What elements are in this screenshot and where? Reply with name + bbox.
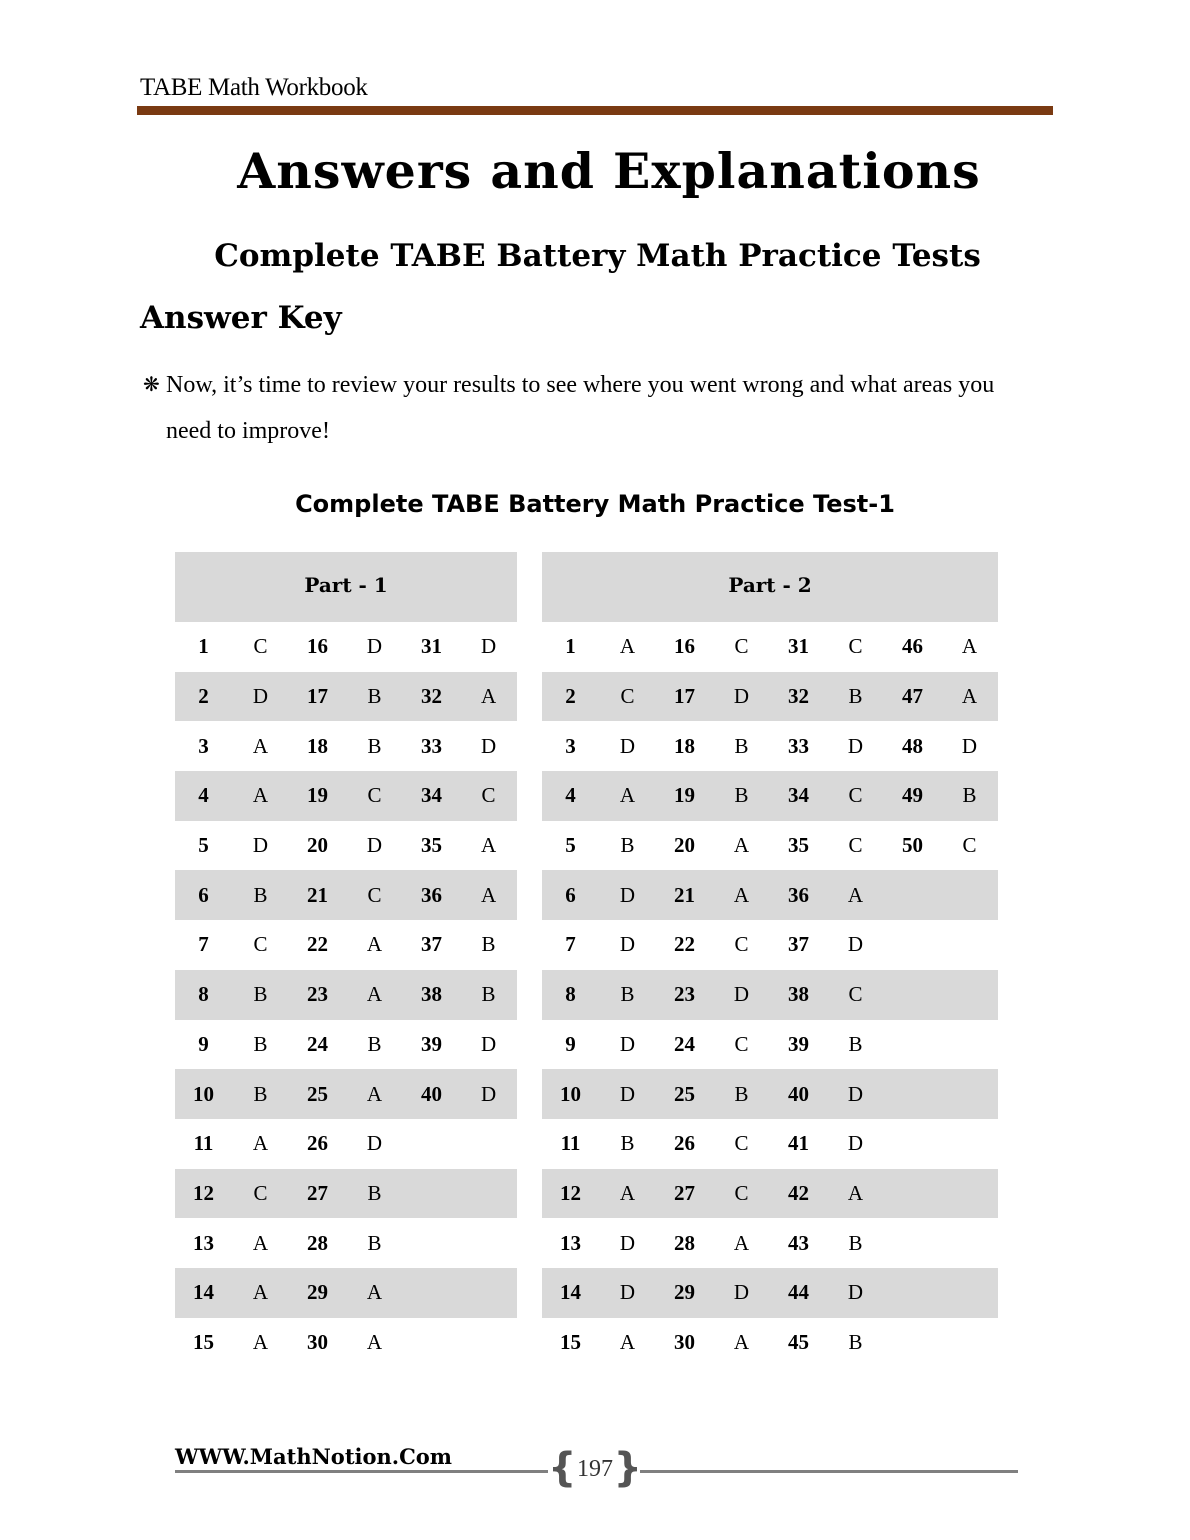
question-number: 37 [788, 932, 809, 957]
question-number: 33 [421, 733, 442, 758]
answer-letter: D [827, 1069, 884, 1119]
question-number: 1 [198, 634, 209, 659]
answer-letter: D [366, 1131, 383, 1156]
question-number [884, 920, 941, 970]
answer-letter: C [827, 970, 884, 1020]
answer-letter: D [252, 833, 269, 858]
answer-letter: C [346, 870, 403, 920]
question-number [884, 1318, 941, 1368]
table-row [175, 1069, 517, 1119]
answer-letter: D [460, 1069, 517, 1119]
question-number: 15 [193, 1329, 214, 1354]
answer-letter: D [599, 1069, 656, 1119]
answer-letter: D [847, 1131, 864, 1156]
question-number: 14 [542, 1268, 599, 1318]
question-number: 23 [289, 970, 346, 1020]
table-row [542, 622, 998, 672]
answer-letter: A [599, 1169, 656, 1219]
question-number: 17 [656, 672, 713, 722]
answer-letter: A [252, 733, 269, 758]
answer-letter: D [599, 1268, 656, 1318]
question-number: 8 [175, 970, 232, 1020]
answer-letter: A [232, 1268, 289, 1318]
question-number: 3 [198, 733, 209, 758]
answer-letter: A [619, 1329, 636, 1354]
table-row [542, 1020, 998, 1070]
question-number: 15 [560, 1329, 581, 1354]
answer-letter: A [713, 870, 770, 920]
question-number: 8 [542, 970, 599, 1020]
question-number: 23 [656, 970, 713, 1020]
answer-letter: A [252, 1329, 269, 1354]
question-number [403, 1169, 460, 1219]
question-number: 5 [565, 833, 576, 858]
question-number: 7 [565, 932, 576, 957]
question-number: 17 [289, 672, 346, 722]
answer-letter: C [734, 932, 749, 957]
answer-letter: D [619, 1031, 636, 1056]
answer-letter: A [366, 1329, 383, 1354]
table-row [542, 672, 998, 722]
question-number: 19 [656, 771, 713, 821]
question-number: 13 [193, 1230, 214, 1255]
answer-letter: B [713, 1069, 770, 1119]
table-row [542, 870, 998, 920]
question-number: 48 [902, 733, 923, 758]
question-number: 27 [656, 1169, 713, 1219]
question-number: 39 [788, 1031, 809, 1056]
answer-letter: B [367, 1031, 382, 1056]
question-number: 16 [674, 634, 695, 659]
answer-letter: B [941, 771, 998, 821]
intro-text: Now, it’s time to review your results to see where you went wrong and what areas you need to improve! [166, 372, 995, 444]
answer-letter [941, 1169, 998, 1219]
question-number [884, 1268, 941, 1318]
question-number: 31 [788, 634, 809, 659]
question-number: 25 [289, 1069, 346, 1119]
section-heading: Answer Key [140, 300, 342, 336]
table-row [175, 1318, 517, 1368]
table-row [175, 771, 517, 821]
answer-letter: C [346, 771, 403, 821]
question-number: 18 [674, 733, 695, 758]
question-number: 12 [542, 1169, 599, 1219]
answer-letter: A [232, 771, 289, 821]
answer-letter [460, 1218, 517, 1268]
answer-letter: C [962, 833, 977, 858]
table-row [542, 1268, 998, 1318]
footer-website: WWW.MathNotion.Com [175, 1444, 453, 1469]
answer-letter: C [827, 771, 884, 821]
question-number: 45 [788, 1329, 809, 1354]
question-number: 46 [902, 634, 923, 659]
question-number: 16 [307, 634, 328, 659]
answer-letter: A [733, 1329, 750, 1354]
answer-letter: A [460, 870, 517, 920]
answer-letter: A [346, 970, 403, 1020]
answer-letter: B [848, 1329, 863, 1354]
question-number: 40 [403, 1069, 460, 1119]
footer-rule-right [640, 1470, 1018, 1473]
answer-letter: A [961, 634, 978, 659]
answer-letter: B [713, 771, 770, 821]
table-row [175, 622, 517, 672]
question-number [884, 1169, 941, 1219]
answer-letter: A [252, 1131, 269, 1156]
answer-letter [941, 870, 998, 920]
answer-letter: B [346, 1169, 403, 1219]
question-number: 43 [788, 1230, 809, 1255]
question-number: 7 [198, 932, 209, 957]
footer-rule-left [175, 1470, 548, 1473]
answer-letter: C [460, 771, 517, 821]
question-number: 3 [565, 733, 576, 758]
question-number: 34 [403, 771, 460, 821]
answer-letter: A [252, 1230, 269, 1255]
table-row [542, 920, 998, 970]
question-number: 24 [674, 1031, 695, 1056]
question-number: 32 [403, 672, 460, 722]
question-number [884, 1020, 941, 1070]
right-brace-icon: } [613, 1445, 642, 1491]
table-row [175, 920, 517, 970]
question-number [884, 870, 941, 920]
question-number: 4 [175, 771, 232, 821]
table-row [542, 1169, 998, 1219]
answer-letter: C [253, 932, 268, 957]
question-number: 2 [175, 672, 232, 722]
question-number: 28 [307, 1230, 328, 1255]
answer-letter: D [480, 634, 497, 659]
question-number [884, 1069, 941, 1119]
question-number: 29 [656, 1268, 713, 1318]
table-row [175, 870, 517, 920]
answer-letter [941, 1119, 998, 1169]
question-number: 2 [542, 672, 599, 722]
answer-letter: B [367, 1230, 382, 1255]
question-number: 32 [770, 672, 827, 722]
answer-letter: A [733, 1230, 750, 1255]
table-row [542, 1119, 998, 1169]
table-heading-part-2: Part - 2 [542, 552, 998, 622]
answer-letter: A [366, 932, 383, 957]
question-number: 44 [770, 1268, 827, 1318]
answer-letter: A [619, 634, 636, 659]
answer-letter: C [848, 833, 863, 858]
question-number: 39 [421, 1031, 442, 1056]
table-row [542, 821, 998, 871]
table-row [175, 1020, 517, 1070]
answer-letter: A [480, 833, 497, 858]
answer-letter: C [599, 672, 656, 722]
answer-letter: D [713, 1268, 770, 1318]
page-subtitle: Complete TABE Battery Math Practice Tests [214, 238, 981, 274]
answer-letter: D [961, 733, 978, 758]
answer-letter: D [619, 733, 636, 758]
question-number: 4 [542, 771, 599, 821]
question-number: 20 [674, 833, 695, 858]
question-number: 1 [565, 634, 576, 659]
table-title: Complete TABE Battery Math Practice Test-1 [295, 490, 895, 518]
answer-letter [460, 1268, 517, 1318]
answer-letter [941, 1218, 998, 1268]
question-number: 20 [307, 833, 328, 858]
question-number: 19 [289, 771, 346, 821]
page-number [548, 1445, 642, 1491]
answer-letter: C [232, 1169, 289, 1219]
question-number: 6 [542, 870, 599, 920]
table-row [542, 970, 998, 1020]
table-row [175, 1268, 517, 1318]
running-header: TABE Math Workbook [140, 74, 368, 101]
question-number: 35 [788, 833, 809, 858]
answer-letter [941, 1069, 998, 1119]
question-number: 38 [770, 970, 827, 1020]
answer-letter: D [713, 672, 770, 722]
answer-letter: C [848, 634, 863, 659]
answer-letter: D [366, 634, 383, 659]
answer-letter: C [734, 634, 749, 659]
answer-letter: B [599, 970, 656, 1020]
answer-letter: D [619, 932, 636, 957]
answer-letter [941, 920, 998, 970]
question-number: 28 [674, 1230, 695, 1255]
answer-letter: C [734, 1131, 749, 1156]
table-row [175, 672, 517, 722]
answer-letter: B [848, 1230, 863, 1255]
answer-table-part-2 [542, 552, 998, 1367]
table-row [542, 1318, 998, 1368]
question-number: 22 [674, 932, 695, 957]
answer-letter: D [713, 970, 770, 1020]
answer-letter: B [481, 932, 496, 957]
answer-letter [460, 1169, 517, 1219]
table-row [175, 1119, 517, 1169]
answer-letter [941, 1318, 998, 1368]
answer-letter: A [733, 833, 750, 858]
question-number: 26 [307, 1131, 328, 1156]
answer-letter [460, 1119, 517, 1169]
question-number: 5 [198, 833, 209, 858]
question-number: 25 [656, 1069, 713, 1119]
question-number: 9 [565, 1031, 576, 1056]
table-row [542, 1218, 998, 1268]
answer-letter: C [253, 634, 268, 659]
question-number: 49 [884, 771, 941, 821]
answer-letter: A [346, 1069, 403, 1119]
question-number: 13 [560, 1230, 581, 1255]
answer-letter: B [232, 870, 289, 920]
question-number: 9 [198, 1031, 209, 1056]
answer-letter: D [366, 833, 383, 858]
question-number: 42 [770, 1169, 827, 1219]
answer-letter: D [480, 733, 497, 758]
question-number [884, 970, 941, 1020]
table-body-part-2 [542, 622, 998, 1367]
question-number [403, 1268, 460, 1318]
question-number: 33 [788, 733, 809, 758]
table-row [175, 821, 517, 871]
table-row [175, 1169, 517, 1219]
answer-letter: A [460, 672, 517, 722]
answer-letter: A [941, 672, 998, 722]
table-row [175, 1218, 517, 1268]
question-number: 40 [770, 1069, 827, 1119]
answer-table-part-1 [175, 552, 517, 1367]
question-number: 14 [175, 1268, 232, 1318]
answer-letter: B [848, 1031, 863, 1056]
answer-letter: B [460, 970, 517, 1020]
question-number: 29 [289, 1268, 346, 1318]
answer-letter: D [827, 1268, 884, 1318]
header-rule [137, 106, 1053, 115]
question-number: 6 [175, 870, 232, 920]
question-number: 12 [175, 1169, 232, 1219]
question-number [403, 1119, 460, 1169]
question-number: 34 [770, 771, 827, 821]
answer-letter: B [827, 672, 884, 722]
question-number: 37 [421, 932, 442, 957]
page-number-value: 197 [577, 1456, 613, 1482]
answer-letter: A [827, 1169, 884, 1219]
answer-letter [941, 1268, 998, 1318]
answer-letter: A [346, 1268, 403, 1318]
page-title: Answers and Explanations [237, 142, 981, 200]
question-number: 30 [674, 1329, 695, 1354]
question-number: 38 [403, 970, 460, 1020]
question-number: 10 [175, 1069, 232, 1119]
question-number [884, 1218, 941, 1268]
answer-letter [941, 1020, 998, 1070]
answer-letter: B [232, 1069, 289, 1119]
question-number: 24 [307, 1031, 328, 1056]
question-number: 11 [560, 1131, 581, 1156]
answer-letter: B [253, 1031, 268, 1056]
table-row [175, 970, 517, 1020]
question-number: 11 [193, 1131, 214, 1156]
answer-letter: C [713, 1169, 770, 1219]
table-body-part-1 [175, 622, 517, 1367]
question-number: 41 [788, 1131, 809, 1156]
answer-letter: B [620, 833, 635, 858]
table-row [175, 721, 517, 771]
question-number: 10 [542, 1069, 599, 1119]
question-number: 22 [307, 932, 328, 957]
question-number: 31 [421, 634, 442, 659]
table-row [542, 771, 998, 821]
question-number: 36 [770, 870, 827, 920]
question-number: 35 [421, 833, 442, 858]
question-number: 50 [902, 833, 923, 858]
question-number: 21 [656, 870, 713, 920]
left-brace-icon: { [548, 1445, 577, 1491]
answer-letter: B [346, 672, 403, 722]
answer-letter: A [599, 771, 656, 821]
answer-letter: D [847, 932, 864, 957]
answer-letter: C [734, 1031, 749, 1056]
answer-letter [941, 970, 998, 1020]
table-row [542, 1069, 998, 1119]
question-number [884, 1119, 941, 1169]
table-row [542, 721, 998, 771]
answer-letter: B [367, 733, 382, 758]
answer-letter: B [232, 970, 289, 1020]
answer-letter: D [847, 733, 864, 758]
question-number: 27 [289, 1169, 346, 1219]
question-number: 18 [307, 733, 328, 758]
answer-letter: A [827, 870, 884, 920]
question-number: 26 [674, 1131, 695, 1156]
intro-paragraph [143, 362, 1023, 454]
answer-letter: B [620, 1131, 635, 1156]
question-number: 47 [884, 672, 941, 722]
answer-letter: D [599, 870, 656, 920]
question-number [403, 1218, 460, 1268]
answer-letter [460, 1318, 517, 1368]
bullet-icon: ❋ [143, 374, 160, 396]
answer-letter: D [232, 672, 289, 722]
answer-letter: D [619, 1230, 636, 1255]
question-number [403, 1318, 460, 1368]
question-number: 30 [307, 1329, 328, 1354]
question-number: 36 [403, 870, 460, 920]
question-number: 21 [289, 870, 346, 920]
answer-letter: B [734, 733, 749, 758]
table-heading-part-1: Part - 1 [175, 552, 517, 622]
answer-letter: D [480, 1031, 497, 1056]
